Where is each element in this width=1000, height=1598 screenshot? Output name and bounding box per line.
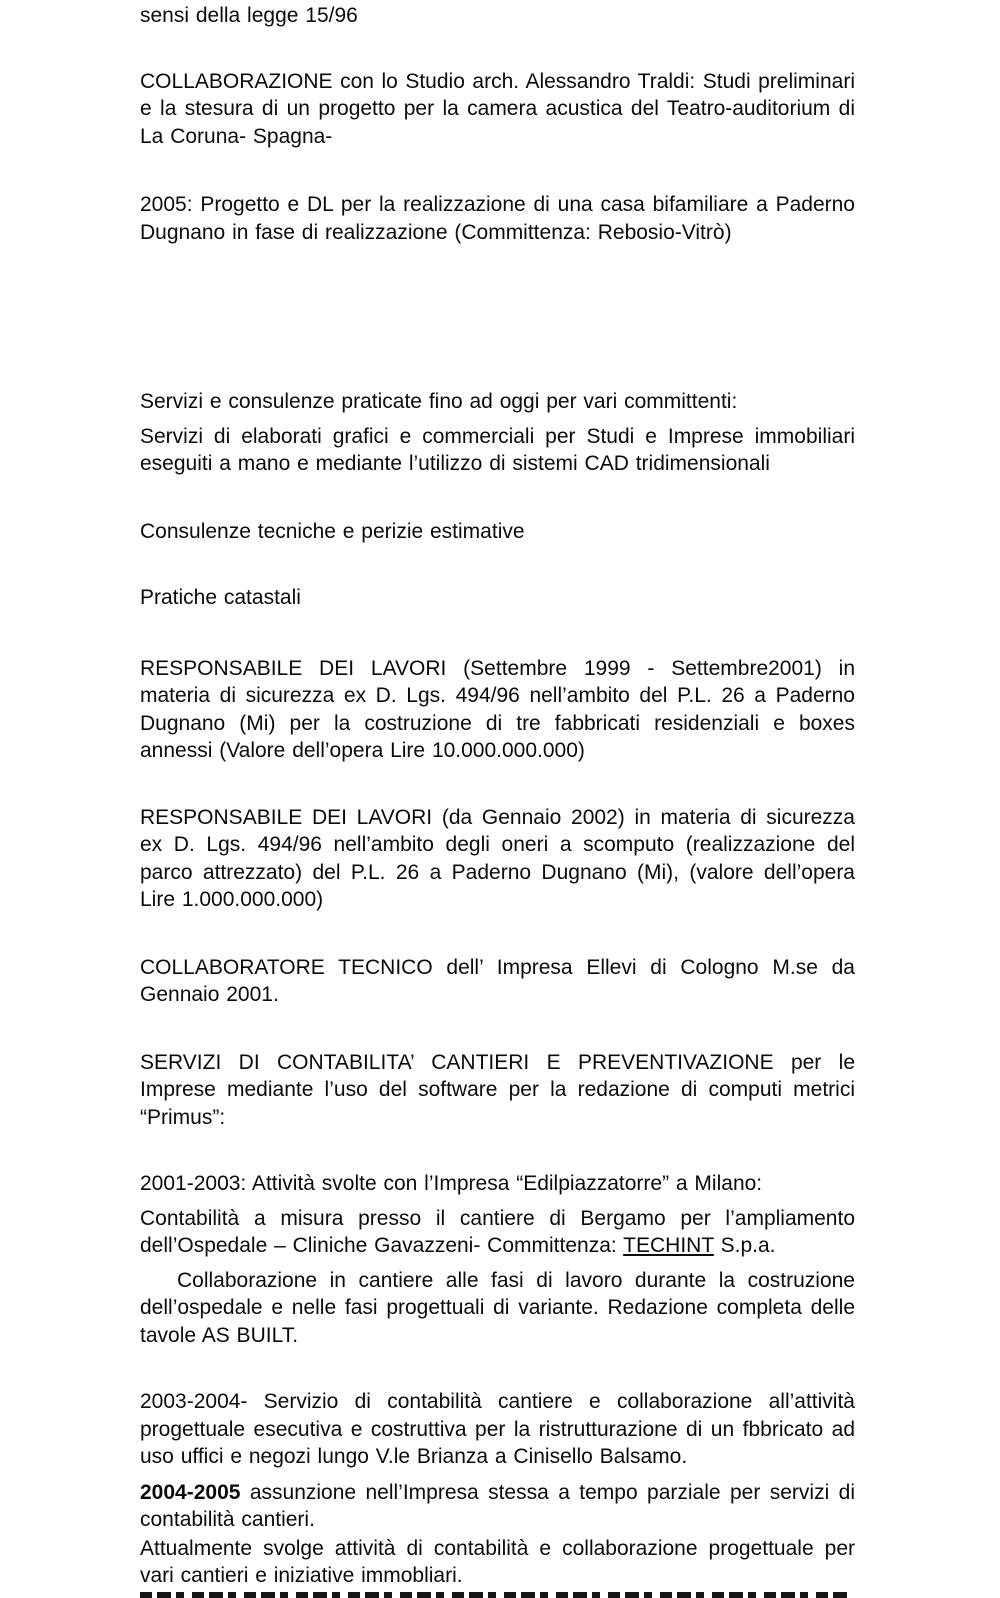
techint-text-after: S.p.a. [713,1234,776,1257]
paragraph-servizi-elaborati-grafici: Servizi di elaborati grafici e commerciali per Studi e Imprese immobiliari eseguiti a mano e mediante l’utilizzo di sistemi CAD tridimensionali [140,424,855,475]
paragraph-2001-2003-edilpiazzatorre: 2001-2003: Attività svolte con l’Impresa “Edilpiazzatorre” a Milano: [140,1172,763,1195]
paragraph-2003-2004-cinisello: 2003-2004- Servizio di contabilità cantiere e collaborazione all’attività progettuale esecutiva e costruttiva per la ristrutturazione di un fbbricato ad uso uffici e negozi lungo V.le Brianza a Cinisello Balsamo. [140,1390,855,1468]
paragraph-servizi-contabilita-primus: SERVIZI DI CONTABILITA’ CANTIERI E PREVENTIVAZIONE per le Imprese mediante l’uso del software per la redazione di computi metrici “Primus”: [140,1050,855,1129]
clipped-next-line [140,1592,852,1598]
techint-underlined-name: TECHINT [623,1234,714,1257]
paragraph-consulenze-tecniche: Consulenze tecniche e perizie estimative [140,519,525,543]
assunzione-text: assunzione nell’Impresa stessa a tempo parziale per servizi di contabilità cantieri. [140,1480,855,1531]
cv-document-page [0,2,1000,1598]
paragraph-sensi-legge: sensi della legge 15/96 [140,4,358,27]
paragraph-collaboratore-tecnico-ellevi: COLLABORATORE TECNICO dell’ Impresa Ellevi di Cologno M.se da Gennaio 2001. [140,955,855,1006]
paragraph-pratiche-catastali: Pratiche catastali [140,586,301,609]
paragraph-responsabile-lavori-1999: RESPONSABILE DEI LAVORI (Settembre 1999 - Settembre2001) in materia di sicurezza ex D. Lgs. 494/96 nell’ambito del P.L. 26 a Paderno Dugnano (Mi) per la costruzione di tre fabbricati residenziali e boxes annessi (Valore dell’opera Lire 10.000.000.000) [140,656,855,762]
techint-text-before: Contabilità a misura presso il cantiere di Bergamo per l’ampliamento dell’Ospedale – Cliniche Gavazzeni- Committenza: [140,1206,855,1257]
paragraph-2005-casa-bifamiliare: 2005: Progetto e DL per la realizzazione di una casa bifamiliare a Paderno Dugnano in fase di realizzazione (Committenza: Rebosio-Vitrò) [140,193,855,244]
paragraph-2004-2005-assunzione [140,1479,855,1534]
bold-years-2004-2005: 2004-2005 [140,1480,241,1504]
paragraph-responsabile-lavori-2002: RESPONSABILE DEI LAVORI (da Gennaio 2002) in materia di sicurezza ex D. Lgs. 494/96 nell’ambito degli oneri a scomputo (realizzazione del parco attrezzato) del P.L. 26 a Paderno Dugnano (Mi), (valore dell’opera Lire 1.000.000.000) [140,805,855,911]
paragraph-attualmente: Attualmente svolge attività di contabilità e collaborazione progettuale per vari cantieri e iniziative immobliari. [140,1536,855,1587]
paragraph-collaborazione-traldi: COLLABORAZIONE con lo Studio arch. Alessandro Traldi: Studi preliminari e la stesura di un progetto per la camera acustica del Teatro-auditorium di La Coruna- Spagna- [140,69,855,148]
paragraph-servizi-consulenze-intro: Servizi e consulenze praticate fino ad oggi per vari committenti: [140,390,738,413]
paragraph-contabilita-bergamo-techint [140,1205,855,1260]
paragraph-collaborazione-cantiere-as-built: Collaborazione in cantiere alle fasi di lavoro durante la costruzione dell’ospedale e nelle fasi progettuali di variante. Redazione completa delle tavole AS BUILT. [140,1268,855,1347]
